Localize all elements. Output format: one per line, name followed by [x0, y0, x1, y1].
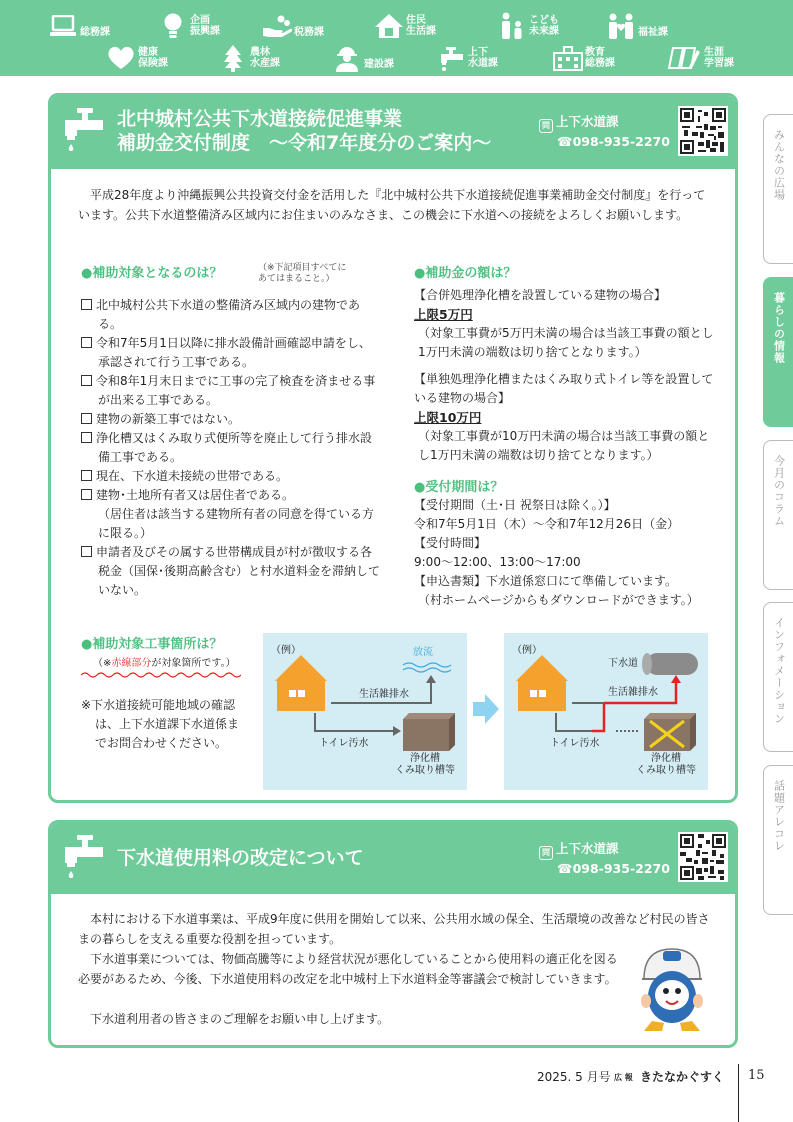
subsidy-contact [539, 113, 670, 150]
top-navigation [0, 0, 793, 76]
nav-item-kodomo[interactable] [497, 11, 559, 41]
nav-label: 福祉課 [638, 26, 668, 38]
site-note: （※赤線部分が対象箇所です。） [93, 658, 236, 669]
nav-label: 企画 振興課 [190, 15, 220, 37]
footer-kouhou: 広 報 [614, 1073, 633, 1082]
amount1-note: （対象工事費が5万円未満の場合は当該工事費の額とし1万円未満の端数は切り捨てとなります。） [418, 326, 714, 359]
subsidy-intro: 平成28年度より沖縄振興公共投資交付金を活用した『北中城村公共下水道接続促進事業補助金交付制度』を行っています。公共下水道整備済み区域内にお住まいのみなさま、この機会に下水道への接続をよろしくお願いします。 [78, 188, 706, 222]
footer-date: 2025. 5 月号 [537, 1070, 611, 1084]
side-tab-label: 暮らしの情報 [772, 292, 786, 364]
contact-phone[interactable]: ☎098-935-2270 [557, 134, 670, 149]
sewer-fee-para3: 下水道利用者の皆さまのご理解をお願い申し上げます。 [78, 1012, 390, 1026]
nav-label: 生涯 学習課 [704, 47, 734, 69]
nav-label: 上下 水道課 [468, 47, 498, 69]
period-dates: 令和7年5月1日（木）〜令和7年12月26日（金） [414, 517, 680, 531]
contact-phone[interactable]: ☎098-935-2270 [557, 861, 670, 876]
sewer-fee-para2: 下水道事業については、物価高騰等により経営状況が悪化していることから使用料の適正化を図る必要があるため、今後、下水道使用料の改定を北中城村上下水道料金等審議会で検討していきます。 [78, 952, 618, 986]
faucet-icon [61, 104, 107, 164]
side-tab-label: みんなの広場 [772, 129, 786, 201]
side-tab-label: 話題アレコレ [772, 780, 786, 852]
checkbox-icon [81, 299, 92, 310]
red-line-label: 赤線部分 [111, 658, 152, 669]
book-icon [666, 44, 702, 72]
worker-icon [332, 44, 362, 72]
diagram-before [263, 633, 467, 790]
inquiry-mark: 問 [539, 846, 553, 860]
nav-item-zeimu[interactable] [262, 11, 324, 41]
subsidy-title-line2: 補助金交付制度 〜令和7年度分のご案内〜 [117, 132, 492, 154]
amount2-note: （対象工事費が10万円未満の場合は当該工事費の額とし1万円未満の端数は切り捨てとなります。） [418, 429, 710, 462]
sewer-fee-title: 下水道使用料の改定について [117, 847, 364, 869]
subsidy-title-line1: 北中城村公共下水道接続促進事業 [117, 108, 403, 130]
diagram-example-label: （例） [512, 645, 542, 656]
nav-item-juumin[interactable] [374, 11, 436, 41]
nav-label: 教育 総務課 [585, 47, 615, 69]
diagram-example-label: （例） [271, 645, 301, 656]
sewer-fee-header [51, 823, 735, 894]
people-icon [606, 12, 636, 40]
contact-dept: 上下水道課 [556, 114, 619, 129]
period-block [414, 496, 714, 610]
contact-dept: 上下水道課 [556, 841, 619, 856]
arrow-right-icon [473, 694, 499, 724]
footer-publication-name: きたなかぐすく [640, 1070, 725, 1084]
nav-label: 農林 水産課 [250, 47, 280, 69]
nav-label: 建設課 [364, 58, 394, 70]
side-tab-label: 今月のコラム [772, 455, 786, 527]
checkbox-icon [81, 337, 92, 348]
gray-water-label: 生活雑排水 [359, 689, 409, 700]
checkbox-icon [81, 413, 92, 424]
condition-item: 令和8年1月末日までに工事の完了検査を済ませる事が出来る工事である。 [81, 372, 381, 410]
mascot-icon [636, 943, 708, 1033]
nav-item-kenkou[interactable] [106, 43, 168, 73]
amount2-case: 【単独処理浄化槽またはくみ取り式トイレ等を設置している建物の場合】 [414, 372, 714, 405]
footer-divider [738, 1064, 739, 1122]
lightbulb-icon [158, 12, 188, 40]
checkbox-icon [81, 375, 92, 386]
qr-code[interactable] [678, 106, 728, 156]
condition-list [81, 296, 381, 600]
nav-item-jougesuido[interactable] [436, 43, 498, 73]
subsidy-header [51, 96, 735, 169]
faucet-icon [61, 831, 107, 891]
toilet-label: トイレ汚水 [319, 738, 369, 749]
nav-label: 総務課 [80, 26, 110, 38]
nav-item-fukushi[interactable] [606, 11, 668, 41]
sewer-fee-contact [539, 840, 670, 877]
amount1-case: 【合併処理浄化槽を設置している建物の場合】 [414, 288, 667, 302]
nav-label: 税務課 [294, 26, 324, 38]
condition-item: 北中城村公共下水道の整備済み区域内の建物である。 [81, 296, 381, 334]
time-label: 【受付時間】 [414, 536, 487, 550]
side-tab-kurashi[interactable] [763, 277, 793, 427]
amount2-limit: 上限10万円 [414, 410, 482, 425]
computer-icon [48, 12, 78, 40]
side-tab-column[interactable] [763, 440, 793, 590]
checkbox-icon [81, 432, 92, 443]
side-tab-wadai[interactable] [763, 765, 793, 915]
documents-info: 【申込書類】下水道係窓口にて準備しています。 [414, 574, 678, 588]
hand-coins-icon [262, 12, 292, 40]
nav-item-nourin[interactable] [218, 43, 280, 73]
tank-label: 浄化槽 くみ取り槽等 [395, 753, 455, 776]
qr-code[interactable] [678, 832, 728, 882]
gray-water-label: 生活雑排水 [608, 687, 658, 698]
condition-sub-note: （居住者は該当する建物所有者の同意を得ている方に限る。） [98, 507, 375, 540]
condition-item: 申請者及びその属する世帯構成員が村が徴収する各税金（国保･後期高齢含む）と村水道料金を滞納していない。 [81, 543, 381, 600]
amount1-limit: 上限5万円 [414, 307, 473, 322]
faucet-icon [436, 44, 466, 72]
checkbox-icon [81, 546, 92, 557]
period-heading: ●受付期間は？ [414, 480, 504, 495]
family-icon [497, 12, 527, 40]
condition-item: 建物の新築工事ではない。 [81, 410, 381, 429]
target-note: （※下記項目すべてに あてはまること。） [258, 263, 347, 284]
nav-item-kikaku[interactable] [158, 11, 220, 41]
checkbox-icon [81, 470, 92, 481]
tank-label: 浄化槽 くみ取り槽等 [636, 753, 696, 776]
page-number: 15 [748, 1068, 765, 1083]
nav-item-kyouiku[interactable] [553, 43, 615, 73]
toilet-label: トイレ汚水 [550, 738, 600, 749]
heart-icon [106, 44, 136, 72]
side-tab-minna[interactable] [763, 114, 793, 264]
wavy-underline [81, 671, 241, 679]
documents-note: （村ホームページからもダウンロードができます。） [418, 593, 699, 607]
sewer-fee-section [48, 820, 738, 1048]
condition-item: 令和7年5月1日以降に排水設備計画確認申請をし、承認されて行う工事である。 [81, 334, 381, 372]
discharge-label: 放流 [413, 647, 433, 658]
nav-item-soumu[interactable] [48, 11, 110, 41]
house-icon [374, 12, 404, 40]
contact-note: ※下水道接続可能地域の確認は、上下水道課下水道係までお問合わせください。 [81, 698, 240, 750]
side-tab-information[interactable] [763, 602, 793, 752]
diagram-after [504, 633, 708, 790]
sewer-fee-para1: 本村における下水道事業は、平成9年度に供用を開始して以来、公共用水域の保全、生活環境の改善など村民の皆さまの暮らしを支える重要な役割を担っています。 [78, 912, 710, 946]
condition-item: 建物･土地所有者又は居住者である。 [81, 486, 381, 505]
nav-item-kensetsu[interactable] [332, 43, 394, 73]
inquiry-mark: 問 [539, 119, 553, 133]
condition-item: 浄化槽又はくみ取り式便所等を廃止して行う排水設備工事である。 [81, 429, 381, 467]
target-heading: ●補助対象となるのは？ [81, 266, 223, 281]
site-heading: ●補助対象工事箇所は？ [81, 637, 223, 652]
nav-label: 住民 生活課 [406, 15, 436, 37]
amount-block [414, 286, 714, 465]
period-label: 【受付期間（土･日 祝祭日は除く。）】 [414, 498, 616, 512]
condition-item: 現在、下水道未接続の世帯である。 [81, 467, 381, 486]
side-tab-label: インフォメーション [772, 617, 786, 725]
checkbox-icon [81, 489, 92, 500]
nav-label: こども 未来課 [529, 15, 559, 37]
time-value: 9:00〜12:00、13:00〜17:00 [414, 555, 581, 569]
nav-item-shougai[interactable] [666, 43, 734, 73]
amount-heading: ●補助金の額は？ [414, 266, 517, 281]
tree-icon [218, 44, 248, 72]
school-icon [553, 44, 583, 72]
sewer-label: 下水道 [608, 658, 638, 669]
nav-label: 健康 保険課 [138, 47, 168, 69]
subsidy-section [48, 93, 738, 803]
